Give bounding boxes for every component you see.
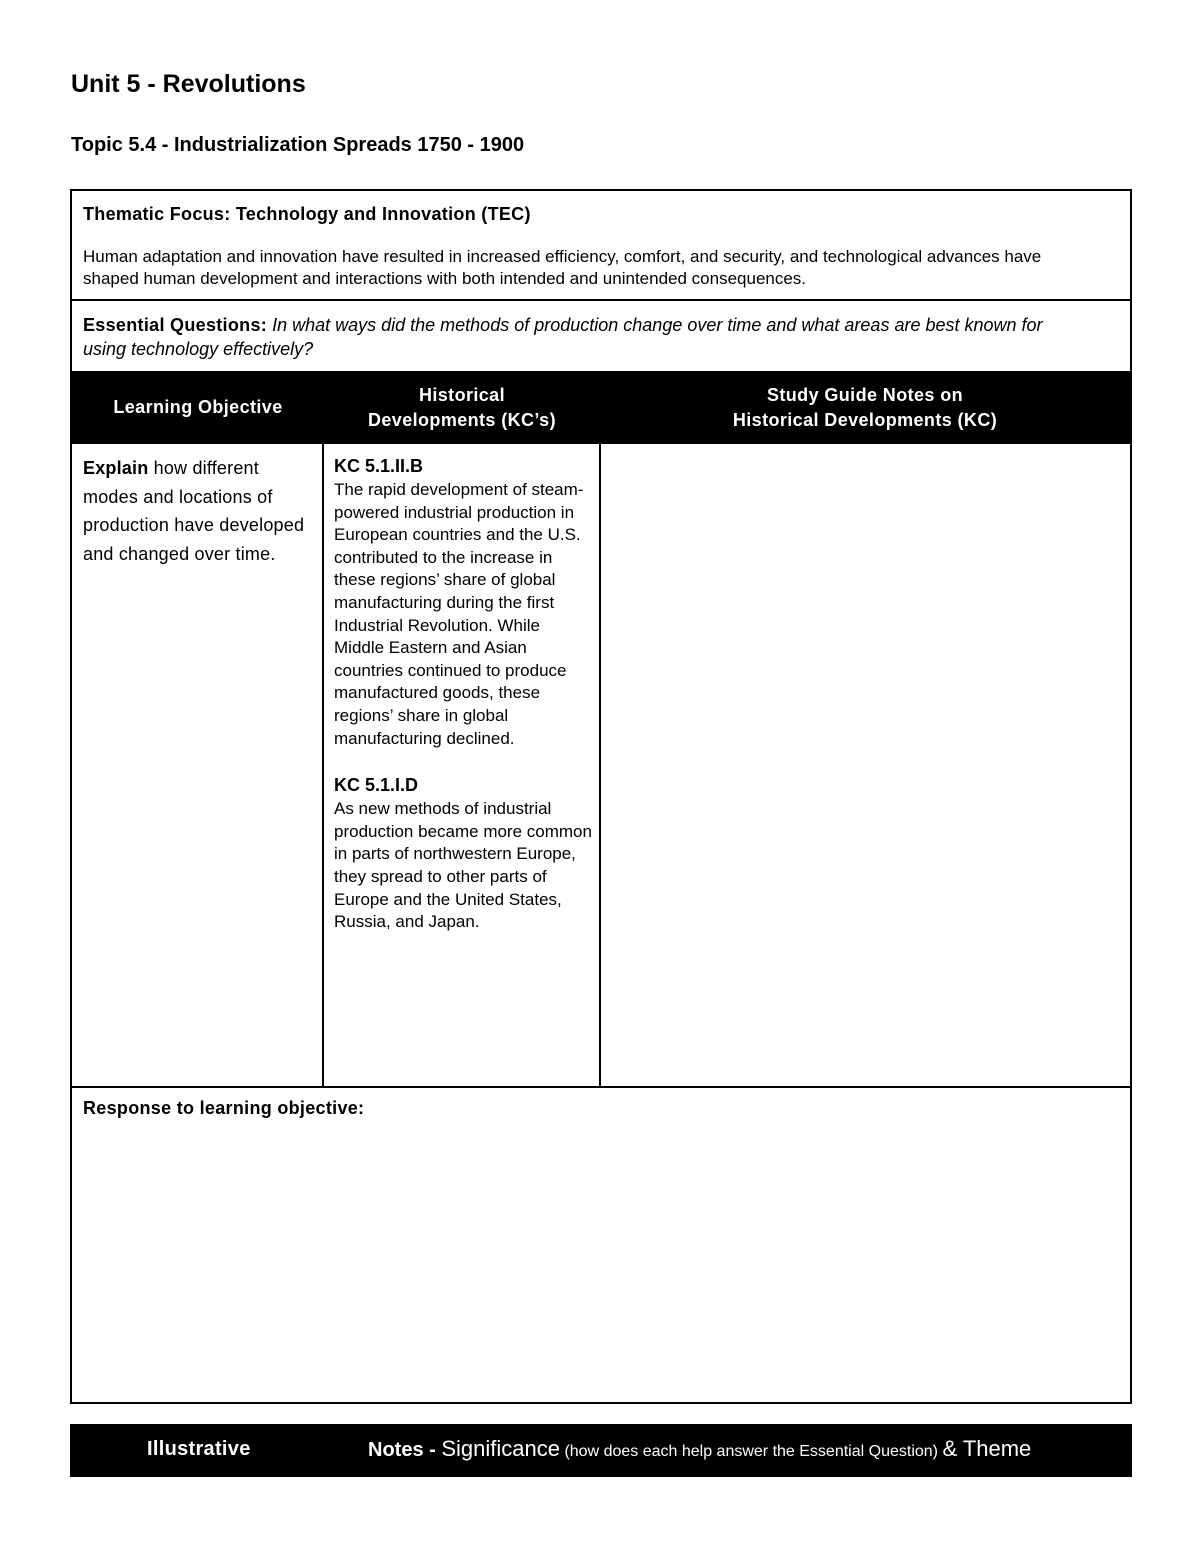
table-header-row [72,371,1130,444]
header-study-line2: Historical Developments (KC) [732,409,998,430]
significance-parenthetical: (how does each help answer the Essential Question) [560,1443,943,1460]
kc-text: The rapid development of steam-powered industrial production in European countries and the U.S. contributed to the increase in these regions’ share of global manufacturing during the first Industrial Revolution. While Middle Eastern and Asian countries continued to produce manufactured goods, these regions’ share in global manufacturing declined. [334,480,584,748]
notes-label: Notes [368,1439,424,1461]
response-label: Response to learning objective: [83,1098,365,1118]
learning-objective-cell [72,444,324,1086]
header-learning-objective [72,371,324,444]
thematic-focus-heading: Thematic Focus: Technology and Innovation (TEC) [83,204,531,224]
kc-block [334,773,593,934]
header-study-line1: Study Guide Notes on [766,384,963,405]
study-guide-table [70,189,1132,1404]
illustrative-notes-bar [70,1424,1132,1477]
header-study-guide-notes [600,371,1130,444]
header-learning-objective-label: Learning Objective [113,397,283,417]
kc-code: KC 5.1.I.D [334,775,419,796]
header-historical-line1: Historical [418,384,505,405]
response-section[interactable] [72,1086,1130,1402]
theme-label: & Theme [942,1436,1032,1461]
learning-objective-text: how different modes and locations of production have developed and changed over time. [83,458,305,564]
essential-questions-section [72,301,1130,371]
essential-questions-text [83,313,1090,361]
notes-heading [368,1436,1031,1462]
topic-title: Topic 5.4 - Industrialization Spreads 1750 - 1900 [71,134,525,156]
kc-code: KC 5.1.II.B [334,456,424,476]
unit-title: Unit 5 - Revolutions [71,70,306,98]
thematic-focus-section [72,191,1130,301]
significance-label: Significance [441,1436,560,1461]
learning-objective-verb: Explain [83,458,149,478]
table-content-row [72,444,1130,1088]
kc-text: As new methods of industrial production became more common in parts of northwestern Europe, they spread to other parts of Europe and the United States, Russia, and Japan. [334,799,592,932]
essential-question: In what ways did the methods of production change over time and what areas are best known for using technology effectively? [83,315,1043,359]
kc-block [334,454,593,750]
study-guide-notes-cell[interactable] [601,444,1130,1086]
thematic-focus-description: Human adaptation and innovation have resulted in increased efficiency, comfort, and security, and technological advances have shaped human development and interactions with both intended and unintended consequences. [83,247,1042,288]
header-historical-line2: Developments (KC’s) [368,409,556,430]
essential-questions-label: Essential Questions: [83,315,268,335]
header-historical-developments [324,371,600,444]
historical-developments-cell [324,444,601,1086]
illustrative-label: Illustrative [147,1438,251,1460]
notes-dash: - [423,1439,442,1461]
